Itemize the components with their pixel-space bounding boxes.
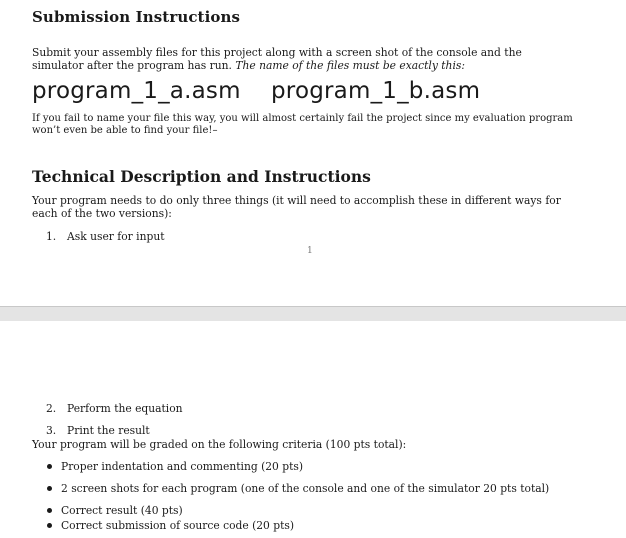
page-break-divider bbox=[0, 306, 626, 322]
document-page-2 bbox=[0, 321, 626, 538]
file-name-a: program_1_a.asm bbox=[32, 78, 241, 104]
technical-heading: Technical Description and Instructions bbox=[32, 167, 371, 186]
step-text: Ask user for input bbox=[67, 230, 165, 243]
technical-intro-line-1: Your program needs to do only three things (it will need to accomplish these in different ways for bbox=[32, 194, 561, 207]
step-list-item bbox=[46, 230, 165, 243]
file-name-b: program_1_b.asm bbox=[271, 78, 481, 104]
grading-intro: Your program will be graded on the following criteria (100 pts total): bbox=[32, 438, 407, 451]
step-number: 3. bbox=[46, 424, 57, 437]
submission-paragraph-line-2 bbox=[32, 59, 465, 72]
submission-heading: Submission Instructions bbox=[32, 8, 241, 26]
warning-line-1: If you fail to name your file this way, you will almost certainly fail the project since my evaluation program bbox=[32, 113, 573, 124]
submission-paragraph-line-1: Submit your assembly files for this project along with a screen shot of the console and the bbox=[32, 46, 522, 59]
step-number: 2. bbox=[46, 402, 57, 415]
technical-intro-line-2: each of the two versions): bbox=[32, 207, 172, 220]
submission-paragraph-italic: The name of the files must be exactly this: bbox=[235, 59, 465, 72]
submission-paragraph-plain: simulator after the program has run. bbox=[32, 59, 236, 72]
step-list-item bbox=[46, 402, 183, 415]
step-text: Perform the equation bbox=[67, 402, 183, 415]
step-text: Print the result bbox=[67, 424, 150, 437]
warning-line-2: won’t even be able to find your file!– bbox=[32, 125, 218, 136]
page-number: 1 bbox=[307, 246, 313, 256]
grading-criterion: Proper indentation and commenting (20 pts) bbox=[61, 460, 304, 473]
step-number: 1. bbox=[46, 230, 57, 243]
grading-criterion: Correct submission of source code (20 pts) bbox=[61, 519, 295, 532]
grading-criterion: Correct result (40 pts) bbox=[61, 504, 183, 517]
step-list-item bbox=[46, 424, 150, 437]
grading-criterion: 2 screen shots for each program (one of the console and one of the simulator 20 pts total) bbox=[61, 482, 550, 495]
